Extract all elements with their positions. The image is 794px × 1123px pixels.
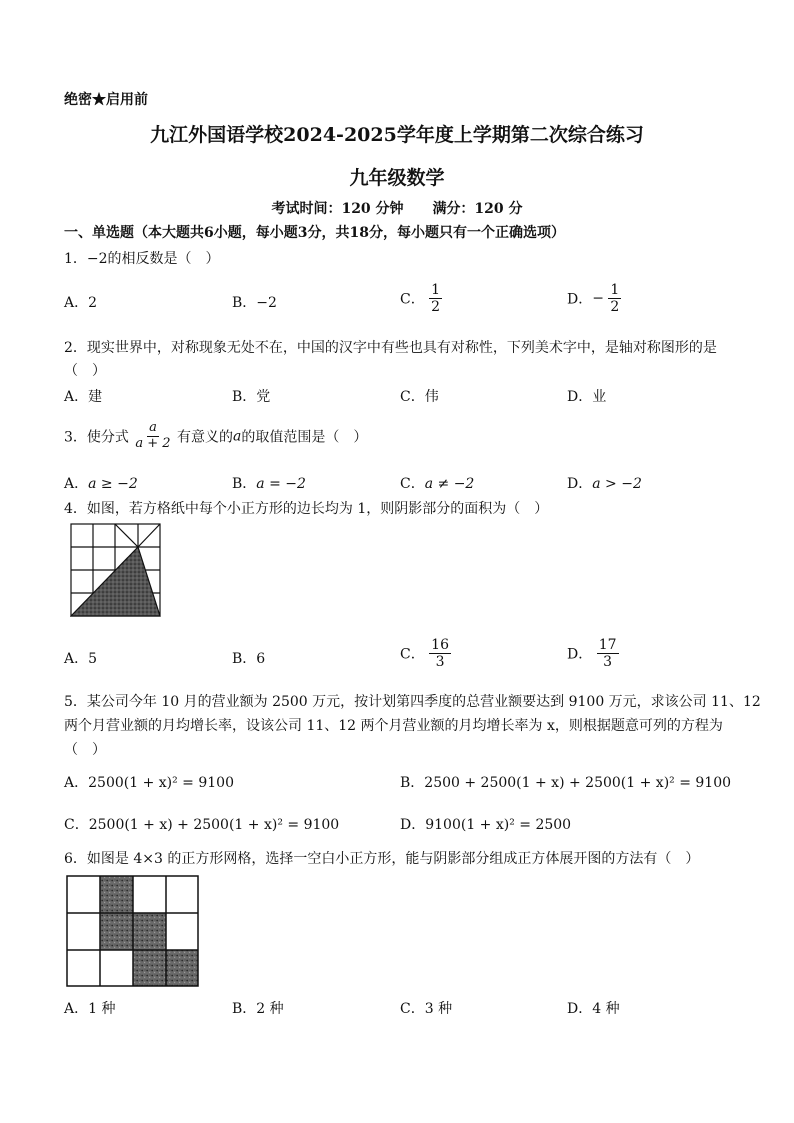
q5-stem-line1: 5．某公司今年 10 月的营业额为 2500 万元，按计划第四季度的总营业额要达到 9100 万元，求该公司 11、12 <box>64 694 761 710</box>
q6-stem: 6．如图是 4×3 的正方形网格，选择一空白小正方形，能与阴影部分组成正方体展开图的方法有（ ） <box>64 851 700 867</box>
q1-option-b: B．−2 <box>232 295 277 311</box>
q6-option-b: B．2 种 <box>232 1001 284 1017</box>
q3-option-b: B．a = −2 <box>232 476 306 492</box>
q2-stem-line2: （ ） <box>64 363 106 379</box>
q2-option-c: C．伟 <box>400 389 439 405</box>
q3-option-c: C．a ≠ −2 <box>400 476 475 492</box>
q6-shaded-cell <box>100 876 133 913</box>
exam-score: 满分：120 分 <box>432 201 523 217</box>
q2-option-b: B．党 <box>232 389 271 405</box>
q6-shaded-cell <box>166 950 198 986</box>
q6-option-a: A．1 种 <box>64 1001 116 1017</box>
q4-option-b: B．6 <box>232 651 266 667</box>
q6-shaded-cell <box>133 950 166 986</box>
q3-stem: 3．使分式 $\frac{a}{a + 2}$ 有意义的a的取值范围是（ ） <box>64 420 368 451</box>
q5-option-a: A．2500(1 + x)² = 9100 <box>64 775 234 791</box>
q1-option-a: A．2 <box>64 295 98 311</box>
section-heading: 一、单选题（本大题共6小题，每小题3分，共18分，每小题只有一个正确选项） <box>64 225 565 241</box>
q6-shaded-cell <box>100 913 133 950</box>
q2-option-a: A．建 <box>64 389 103 405</box>
exam-subtitle: 九年级数学 <box>349 167 445 189</box>
q6-option-c: C．3 种 <box>400 1001 453 1017</box>
exam-time: 考试时间：120 分钟 <box>271 201 404 217</box>
q5-option-c: C．2500(1 + x) + 2500(1 + x)² = 9100 <box>64 817 340 833</box>
q6-shaded-cell <box>133 913 166 950</box>
q2-stem-line1: 2．现实世界中，对称现象无处不在，中国的汉字中有些也具有对称性，下列美术字中，是轴对称图形的是 <box>64 340 717 356</box>
exam-meta <box>0 198 794 218</box>
q5-stem-line2: 两个月营业额的月均增长率，设该公司 11、12 两个月营业额的月均增长率为 x，则根据题意可列的方程为 <box>64 718 723 734</box>
q4-option-c: C． $\frac{16}{3}$ <box>400 637 449 671</box>
confidential-mark: 绝密★启用前 <box>64 92 148 108</box>
exam-title: 九江外国语学校2024-2025学年度上学期第二次综合练习 <box>150 124 644 146</box>
q2-option-d: D．业 <box>567 389 607 405</box>
q1-option-c: C． $\frac{1}{2}$ <box>400 282 441 316</box>
q3-option-a: A．a ≥ −2 <box>64 476 138 492</box>
q1-stem: 1．−2的相反数是（ ） <box>64 251 220 267</box>
q5-option-b: B．2500 + 2500(1 + x) + 2500(1 + x)² = 9100 <box>400 775 732 791</box>
q4-option-d: D． $\frac{17}{3}$ <box>567 637 617 671</box>
q4-grid-figure <box>70 523 162 619</box>
q4-stem: 4．如图，若方格纸中每个小正方形的边长均为 1，则阴影部分的面积为（ ） <box>64 501 549 517</box>
q3-option-d: D．a > −2 <box>567 476 642 492</box>
q5-option-d: D．9100(1 + x)² = 2500 <box>400 817 572 833</box>
q4-option-a: A．5 <box>64 651 98 667</box>
q6-grid-figure <box>66 874 200 988</box>
q5-stem-line3: （ ） <box>64 742 106 758</box>
q6-option-d: D．4 种 <box>567 1001 620 1017</box>
q1-option-d: D．− $\frac{1}{2}$ <box>567 282 620 316</box>
